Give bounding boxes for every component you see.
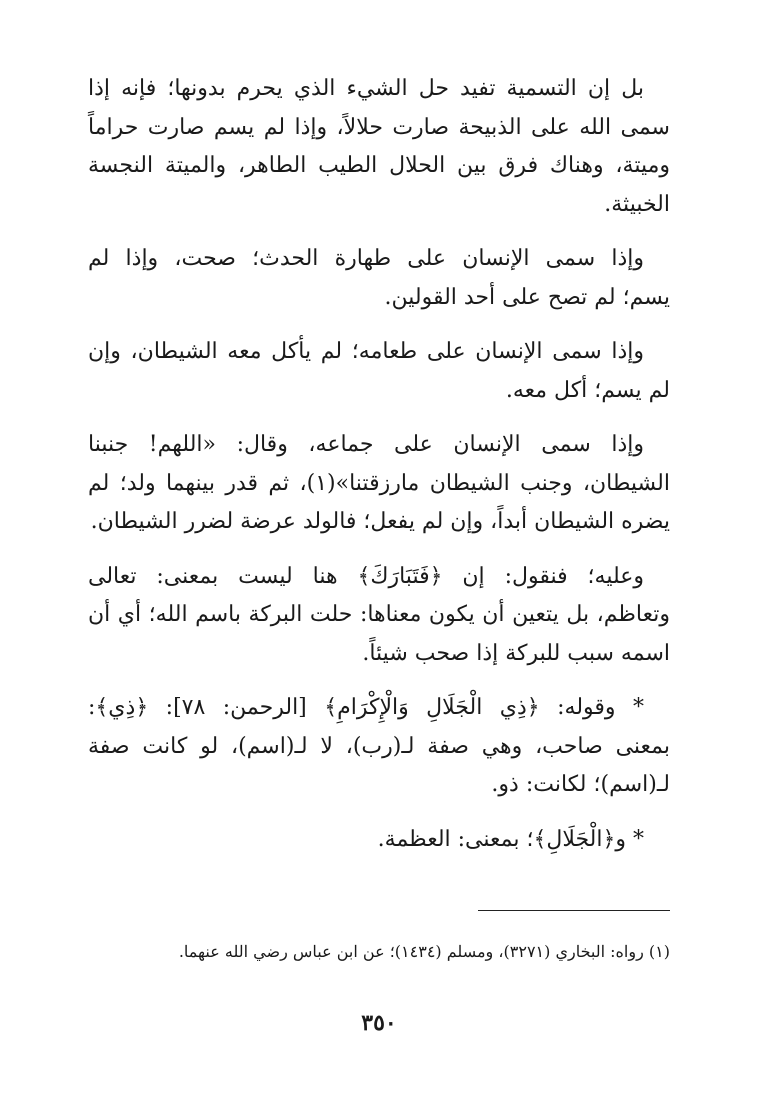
text-line: يسم؛ لم تصح على أحد القولين. bbox=[384, 284, 670, 310]
paragraph-4 bbox=[88, 426, 670, 542]
text-line: بمعنى صاحب، وهي صفة لـ(رب)، لا لـ(اسم)، لو كانت صفة bbox=[88, 733, 670, 759]
text-line: وإذا سمى الإنسان على جماعه، وقال: «اللهم! جنبنا bbox=[88, 432, 644, 457]
paragraph-2 bbox=[88, 240, 670, 317]
footnote-divider bbox=[478, 910, 670, 911]
text-line: بل إن التسمية تفيد حل الشيء الذي يحرم بدونها؛ فإنه إذا bbox=[88, 76, 644, 101]
text-line: وميتة، وهناك فرق بين الحلال الطيب الطاهر، والميتة النجسة bbox=[88, 153, 670, 178]
text-line: وإذا سمى الإنسان على طعامه؛ لم يأكل معه الشيطان، وإن bbox=[88, 339, 644, 364]
footnote: (١) رواه: البخاري (٣٢٧١)، ومسلم (١٤٣٤)؛ عن ابن عباس رضي الله عنهما. bbox=[178, 942, 670, 961]
text-line: لـ(اسم)؛ لكانت: ذو. bbox=[491, 772, 670, 797]
text-line: الشيطان، وجنب الشيطان مارزقتنا»(١)، ثم قدر بينهما ولد؛ لم bbox=[88, 470, 670, 496]
paragraph-1 bbox=[88, 70, 670, 224]
text-line: يضره الشيطان أبداً، وإن لم يفعل؛ فالولد عرضة لضرر الشيطان. bbox=[90, 509, 670, 534]
paragraph-3 bbox=[88, 333, 670, 410]
text-line: وإذا سمى الإنسان على طهارة الحدث؛ صحت، وإذا لم bbox=[88, 246, 644, 271]
text-line: لم يسم؛ أكل معه. bbox=[505, 377, 670, 403]
text-line: وتعاظم، بل يتعين أن يكون معناها: حلت البركة باسم الله؛ أي أن bbox=[88, 602, 670, 627]
text-line: سمى الله على الذبيحة صارت حلالاً، وإذا لم يسم صارت حراماً bbox=[88, 114, 670, 140]
text-line: * وقوله: ﴿ذِي الْجَلَالِ وَالْإِكْرَامِ﴾ [الرحمن: ٧٨]: ﴿ذِي﴾: bbox=[88, 695, 644, 720]
page-number: ٣٥٠ bbox=[361, 1010, 397, 1036]
paragraph-7 bbox=[88, 821, 670, 860]
text-line: وعليه؛ فنقول: إن ﴿فَتَبَارَكَ﴾ هنا ليست بمعنى: تعالى bbox=[88, 563, 644, 589]
text-line: * و﴿الْجَلَالِ﴾؛ بمعنى: العظمة. bbox=[377, 826, 644, 852]
text-line: اسمه سبب للبركة إذا صحب شيئاً. bbox=[362, 640, 670, 666]
paragraph-6 bbox=[88, 689, 670, 805]
page-body bbox=[88, 70, 670, 875]
text-line: الخبيثة. bbox=[604, 191, 670, 217]
paragraph-5 bbox=[88, 558, 670, 674]
